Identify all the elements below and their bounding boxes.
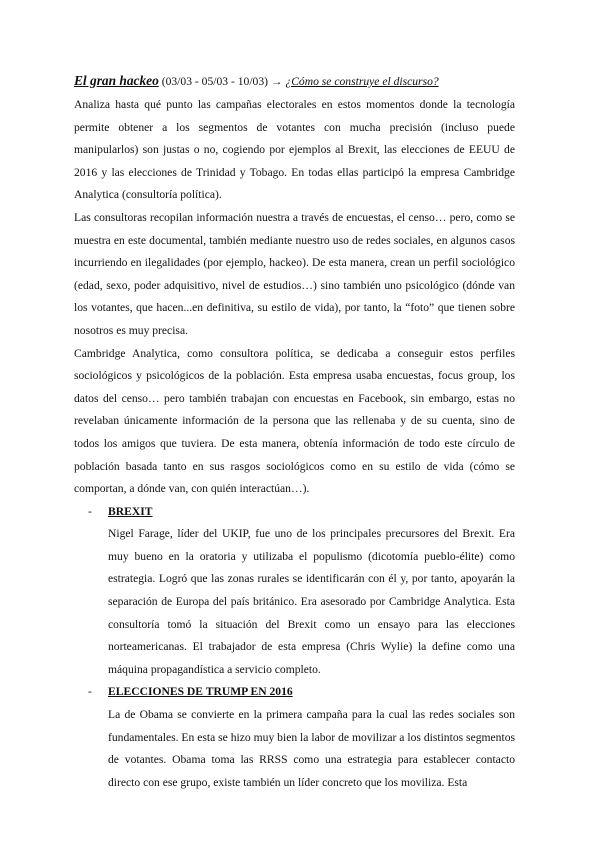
paragraph-cambridge-analytica: Cambridge Analytica, como consultora política, se dedicaba a conseguir estos perfiles sociológicos y psicológicos de la población. Esta empresa usaba encuestas, focus group, los datos del censo… pero también trabajan con encuestas en Facebook, sin embargo, estas no revelaban únicamente información de la persona que las rellenaba y de su cuenta, sino de todos los amigos que tuviera. De esta manera, obtenía información de todo este círculo de población basada tanto en sus rasgos sociológicos como en su estilo de vida (cómo se comportan, a dónde van, con quién interactúan…). xyxy=(74,346,515,496)
bullet-heading-trump: ELECCIONES DE TRUMP EN 2016 xyxy=(108,685,293,699)
paragraph-intro: Analiza hasta qué punto las campañas electorales en estos momentos donde la tecnología permite obtener a los segmentos de votantes con mucha precisión (incluso puede manipularlos) son justas o no, cogiendo por ejemplos al Brexit, las elecciones de EEUU de 2016 y las elecciones de Trinidad y Tobago. En todas ellas participó la empresa Cambridge Analytica (consultoría política). xyxy=(74,98,515,202)
bullet-text-trump: La de Obama se convierte en la primera campaña para la cual las redes sociales son fundamentales. En esta se hizo muy bien la labor de movilizar a los distintos segmentos de votantes. Obama toma las RRSS como una estrategia para establecer contacto directo con ese grupo, existe también un líder concreto que los moviliza. Esta xyxy=(108,708,515,789)
document-body xyxy=(74,94,515,794)
title-dates: (03/03 - 05/03 - 10/03) → xyxy=(158,75,286,88)
document-title-line xyxy=(74,70,534,93)
bullet-heading-brexit: BREXIT xyxy=(108,504,153,518)
document-title: El gran hackeo xyxy=(74,73,159,88)
bullet-trump-2016 xyxy=(88,681,515,794)
bullet-dash: - xyxy=(88,504,92,518)
bullet-dash: - xyxy=(88,685,92,699)
paragraph-consultoras: Las consultoras recopilan información nuestra a través de encuestas, el censo… pero, como se muestra en este documental, también mediante nuestro uso de redes sociales, en algunos casos incurriendo en ilegalidades (por ejemplo, hackeo). De esta manera, crean un perfil sociológico (edad, sexo, poder adquisitivo, nivel de estudios…) sino también uno psicológico (dónde van los votantes, que hacen...en definitiva, su estilo de vida), por tanto, la “foto” que tienen sobre nosotros es muy precisa. xyxy=(74,210,515,337)
bullet-text-brexit: Nigel Farage, líder del UKIP, fue uno de los principales precursores del Brexit. Era muy bueno en la oratoria y utilizaba el populismo (dicotomía pueblo-élite) como estrategia. Logró que las zonas rurales se identificarán con él y, por tanto, apoyarán la separación de Europa del país británico. Era asesorado por Cambridge Analytica. Esta consultoría tomó la situación del Brexit como un ensayo para las elecciones norteamericanas. El trabajador de esta empresa (Chris Wylie) la define como una máquina propagandística a servicio completo. xyxy=(108,527,515,676)
bullet-brexit xyxy=(88,501,515,682)
title-subtitle-link: ¿Cómo se construye el discurso? xyxy=(285,75,439,88)
